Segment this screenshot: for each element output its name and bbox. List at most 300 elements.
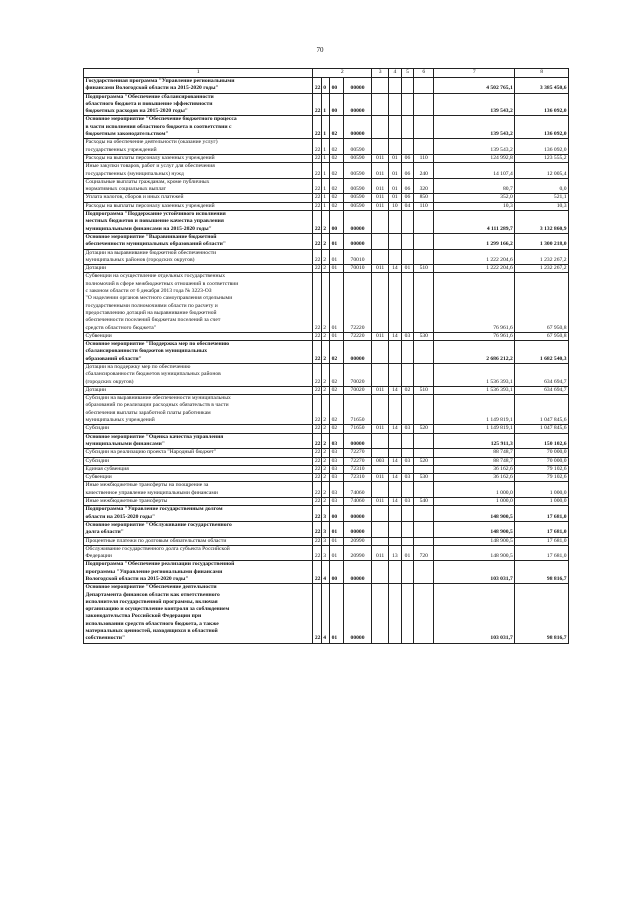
code-cell: 06: [401, 178, 414, 194]
table-row: [84, 178, 569, 194]
code-cell: 22: [313, 433, 321, 449]
code-cell: 01: [401, 265, 414, 273]
table-row: [84, 506, 569, 522]
code-cell: [401, 395, 414, 425]
row-name-cell: Субсидии: [84, 457, 313, 465]
amount-cell: 1 536 393,1: [434, 363, 515, 386]
code-cell: 02: [330, 139, 344, 155]
row-name-cell: Субсидии на реализацию проекта "Народный бюджет": [84, 449, 313, 457]
code-cell: 0: [321, 78, 329, 94]
code-cell: 22: [313, 78, 321, 94]
table-row: [84, 545, 569, 561]
row-name-cell: Субвенции на осуществление отдельных государственных полномочий в сфере межбюджетных отношений в соответствии с законом области от 6 декабря 2013 года № 3223-ОЗ "О наделении органов местного самоуправления отдельными государственными полномочиями области по расчету и предоставлению дотаций на выравнивание бюджетной обеспеченности поселений бюджетам поселений за счет средств областного бюджета": [84, 273, 313, 332]
code-cell: 22: [314, 154, 321, 161]
code-cell: 22: [313, 249, 321, 265]
amount-cell: 1 149 819,1: [434, 425, 515, 433]
amount-cell: 148 900,5: [434, 545, 515, 561]
code-cell: [389, 273, 402, 332]
code-cell: 850: [414, 194, 434, 202]
amount-cell: 1 232 267,2: [515, 249, 569, 265]
code-cell: [414, 449, 434, 457]
code-cell: [401, 506, 414, 522]
table-row: [84, 386, 569, 394]
code-cell: [389, 521, 402, 537]
code-cell: [414, 537, 434, 545]
code-cell: 520: [414, 457, 434, 465]
code-cell: 72310: [343, 465, 371, 473]
code-cell: 03: [401, 498, 414, 506]
code-cell: 22: [314, 425, 321, 432]
amount-cell: 1 000,0: [515, 498, 569, 506]
code-cell: 22: [313, 139, 321, 155]
code-cell: 3: [321, 545, 329, 561]
code-cell: 03: [330, 465, 344, 473]
code-cell: 01: [389, 178, 402, 194]
code-cell: 240: [414, 163, 434, 179]
table-row: [84, 265, 569, 273]
code-cell: 00590: [343, 139, 371, 155]
table-row: [84, 465, 569, 473]
code-cell: [401, 482, 414, 498]
code-cell: 110: [414, 202, 434, 210]
amount-cell: 17 681,0: [515, 545, 569, 561]
amount-cell: 125 911,3: [434, 433, 515, 449]
code-cell: 22: [313, 116, 321, 139]
amount-cell: 148 900,5: [434, 506, 515, 522]
code-cell: 2: [321, 457, 329, 465]
code-cell: 71650: [343, 425, 371, 433]
code-cell: 72220: [343, 332, 371, 340]
amount-cell: 88 748,7: [434, 449, 515, 457]
code-cell: 4: [321, 584, 329, 643]
code-cell: 22: [313, 93, 321, 116]
code-cell: 2: [321, 395, 329, 425]
code-cell: [414, 139, 434, 155]
code-cell: [372, 211, 389, 234]
code-cell: 2: [321, 425, 329, 433]
code-cell: [372, 233, 389, 249]
code-cell: 71650: [343, 395, 371, 425]
table-row: [84, 482, 569, 498]
code-cell: 02: [330, 194, 344, 202]
code-cell: [401, 139, 414, 155]
code-cell: [389, 93, 402, 116]
code-cell: [372, 78, 389, 94]
code-cell: 03: [401, 425, 414, 433]
code-cell: 011: [372, 545, 389, 561]
code-cell: [401, 93, 414, 116]
code-cell: [414, 211, 434, 234]
amount-cell: 88 748,7: [434, 457, 515, 465]
code-cell: 22: [314, 386, 321, 393]
row-name-cell: Государственная программа "Управление региональными финансами Вологодской области на 2015-2020 годы": [84, 78, 313, 94]
table-row: [84, 521, 569, 537]
code-cell: [401, 537, 414, 545]
code-cell: [414, 561, 434, 584]
code-cell: 00000: [343, 341, 371, 364]
amount-cell: 80,7: [434, 178, 515, 194]
amount-cell: 36 162,6: [434, 465, 515, 473]
table-row: [84, 425, 569, 433]
code-cell: [401, 449, 414, 457]
amount-cell: 124 992,8: [434, 154, 515, 162]
code-cell: 00000: [343, 521, 371, 537]
code-cell: 00000: [343, 78, 371, 94]
code-cell: 011: [372, 425, 389, 433]
code-cell: 00590: [343, 154, 371, 162]
code-cell: 00000: [343, 584, 371, 643]
code-cell: [372, 584, 389, 643]
amount-cell: 17 681,0: [515, 506, 569, 522]
code-cell: 00000: [343, 116, 371, 139]
amount-cell: 634 694,7: [515, 363, 569, 386]
code-cell: 20990: [343, 545, 371, 561]
code-cell: [389, 341, 402, 364]
code-cell: [389, 249, 402, 265]
code-cell: 22: [314, 449, 321, 456]
row-name-cell: Субвенции: [84, 474, 313, 482]
amount-cell: 1 000,0: [515, 482, 569, 498]
code-cell: [414, 363, 434, 386]
code-cell: [414, 341, 434, 364]
table-row: [84, 332, 569, 340]
code-cell: 06: [401, 154, 414, 162]
code-cell: 03: [330, 482, 344, 498]
code-cell: 14: [389, 474, 402, 482]
table-row: [84, 341, 569, 364]
code-cell: 03: [330, 474, 344, 482]
code-cell: [401, 521, 414, 537]
code-cell: 02: [330, 178, 344, 194]
code-cell: 14: [389, 457, 402, 465]
code-cell: [372, 449, 389, 457]
code-cell: 03: [330, 449, 344, 457]
code-cell: 14: [389, 425, 402, 433]
budget-table: [83, 68, 569, 644]
amount-cell: 139 543,2: [434, 139, 515, 155]
code-cell: 00590: [343, 163, 371, 179]
amount-cell: 123 555,2: [515, 154, 569, 162]
code-cell: 02: [330, 395, 344, 425]
row-name-cell: Расходы на выплаты персоналу казенных учреждений: [84, 202, 313, 210]
code-cell: 22: [314, 457, 321, 464]
code-cell: 02: [330, 425, 344, 433]
header-cell: 8: [515, 69, 569, 78]
amount-cell: 70 000,0: [515, 457, 569, 465]
amount-cell: 67 950,8: [515, 332, 569, 340]
code-cell: 03: [401, 474, 414, 482]
code-cell: [401, 211, 414, 234]
table-row: [84, 584, 569, 643]
amount-cell: 150 102,6: [515, 433, 569, 449]
code-cell: 2: [321, 332, 329, 340]
code-cell: [389, 482, 402, 498]
code-cell: 22: [314, 194, 321, 201]
code-cell: 00000: [343, 93, 371, 116]
amount-cell: 1 300 218,0: [515, 233, 569, 249]
code-cell: 1: [321, 194, 329, 202]
code-cell: [372, 139, 389, 155]
code-cell: 70020: [343, 363, 371, 386]
code-cell: [401, 78, 414, 94]
code-cell: 02: [330, 386, 344, 394]
code-cell: 14: [389, 386, 402, 394]
code-cell: 011: [372, 178, 389, 194]
code-cell: 22: [313, 178, 321, 194]
code-cell: 22: [313, 395, 321, 425]
code-cell: 530: [414, 474, 434, 482]
row-name-cell: Иные межбюджетные трансферты: [84, 498, 313, 506]
code-cell: 1: [321, 202, 329, 210]
code-cell: 22: [313, 521, 321, 537]
code-cell: [389, 449, 402, 457]
table-row: [84, 154, 569, 162]
amount-cell: 1 149 819,1: [434, 395, 515, 425]
code-cell: 3: [321, 521, 329, 537]
amount-cell: 136 092,0: [515, 139, 569, 155]
amount-cell: 70 000,0: [515, 449, 569, 457]
code-cell: 00000: [343, 211, 371, 234]
code-cell: [414, 93, 434, 116]
amount-cell: 98 816,7: [515, 584, 569, 643]
row-name-cell: Уплата налогов, сборов и иных платежей: [84, 194, 313, 202]
header-cell: 5: [401, 69, 414, 78]
code-cell: [401, 233, 414, 249]
amount-cell: 1 047 845,6: [515, 395, 569, 425]
code-cell: 03: [401, 332, 414, 340]
amount-cell: 634 694,7: [515, 386, 569, 394]
amount-cell: 10,3: [515, 202, 569, 210]
code-cell: [389, 78, 402, 94]
table-row: [84, 537, 569, 545]
row-name-cell: Дотации: [84, 265, 313, 273]
code-cell: 011: [372, 265, 389, 273]
amount-cell: 76 961,6: [434, 332, 515, 340]
amount-cell: 136 092,0: [515, 93, 569, 116]
code-cell: [414, 233, 434, 249]
amount-cell: 12 005,4: [515, 163, 569, 179]
code-cell: [389, 363, 402, 386]
code-cell: [389, 584, 402, 643]
table-row: [84, 139, 569, 155]
amount-cell: 136 092,0: [515, 116, 569, 139]
code-cell: [372, 249, 389, 265]
code-cell: 01: [330, 521, 344, 537]
code-cell: 20990: [343, 537, 371, 545]
code-cell: 2: [321, 249, 329, 265]
amount-cell: 1 682 540,3: [515, 341, 569, 364]
code-cell: 00: [330, 78, 344, 94]
row-name-cell: Субсидии на выравнивание обеспеченности муниципальных образований по реализации расходных обязательств в части обеспечения выплаты заработной платы работникам муниципальных учреждений: [84, 395, 313, 425]
code-cell: [389, 395, 402, 425]
code-cell: 320: [414, 178, 434, 194]
amount-cell: 1 299 166,2: [434, 233, 515, 249]
row-name-cell: Расходы на обеспечение деятельности (оказание услуг) государственных учреждений: [84, 139, 313, 155]
table-header-row: [84, 69, 569, 78]
amount-cell: 98 816,7: [515, 561, 569, 584]
table-row: [84, 474, 569, 482]
code-cell: 2: [321, 386, 329, 394]
code-cell: 2: [321, 211, 329, 234]
row-name-cell: Процентные платежи по долговым обязательствам области: [84, 537, 313, 545]
code-cell: [372, 363, 389, 386]
code-cell: 01: [330, 249, 344, 265]
code-cell: 2: [321, 498, 329, 506]
code-cell: 70010: [343, 249, 371, 265]
code-cell: [372, 537, 389, 545]
header-cell: 6: [414, 69, 434, 78]
row-name-cell: Дотации: [84, 386, 313, 394]
code-cell: 02: [330, 341, 344, 364]
table-row: [84, 395, 569, 425]
code-cell: [389, 211, 402, 234]
code-cell: 2: [321, 233, 329, 249]
amount-cell: 36 162,6: [434, 474, 515, 482]
table-row: [84, 116, 569, 139]
table-row: [84, 163, 569, 179]
code-cell: [372, 273, 389, 332]
code-cell: 011: [372, 163, 389, 179]
amount-cell: 17 681,0: [515, 537, 569, 545]
row-name-cell: Социальные выплаты гражданам, кроме публичных нормативных социальных выплат: [84, 178, 313, 194]
code-cell: 22: [314, 498, 321, 505]
code-cell: 011: [372, 474, 389, 482]
amount-cell: 79 102,6: [515, 474, 569, 482]
code-cell: 01: [389, 163, 402, 179]
amount-cell: 139 543,2: [434, 116, 515, 139]
code-cell: 00: [330, 93, 344, 116]
code-cell: 72270: [343, 457, 371, 465]
code-cell: [414, 78, 434, 94]
code-cell: 22: [313, 584, 321, 643]
code-cell: 3: [321, 537, 329, 545]
row-name-cell: Подпрограмма "Обеспечение реализации государственной программы "Управление региональными финансами Вологодской области на 2015-2020 годы": [84, 561, 313, 584]
code-cell: 03: [401, 457, 414, 465]
code-cell: [414, 465, 434, 473]
row-name-cell: Подпрограмма "Обеспечение сбалансированности областного бюджета и повышение эффективности бюджетных расходов на 2015-2020 годы": [84, 93, 313, 116]
row-name-cell: Субвенции: [84, 332, 313, 340]
amount-cell: 521,1: [515, 194, 569, 202]
code-cell: 2: [321, 363, 329, 386]
code-cell: 72220: [343, 273, 371, 332]
code-cell: 72270: [343, 449, 371, 457]
code-cell: [372, 433, 389, 449]
amount-cell: 2 686 212,2: [434, 341, 515, 364]
code-cell: [414, 249, 434, 265]
code-cell: 06: [401, 194, 414, 202]
code-cell: [414, 433, 434, 449]
table-row: [84, 449, 569, 457]
code-cell: 22: [313, 341, 321, 364]
table-row: [84, 498, 569, 506]
amount-cell: 76 961,6: [434, 273, 515, 332]
code-cell: 011: [372, 202, 389, 210]
header-cell: 1: [84, 69, 313, 78]
code-cell: 01: [330, 265, 344, 273]
code-cell: [372, 561, 389, 584]
amount-cell: 17 681,0: [515, 521, 569, 537]
code-cell: 2: [321, 433, 329, 449]
code-cell: 22: [313, 363, 321, 386]
amount-cell: 0,0: [515, 178, 569, 194]
amount-cell: 1 222 204,6: [434, 249, 515, 265]
code-cell: [372, 465, 389, 473]
code-cell: 1: [321, 139, 329, 155]
row-name-cell: Иные закупки товаров, работ и услуг для обеспечения государственных (муниципальных) нужд: [84, 163, 313, 179]
amount-cell: 103 031,7: [434, 584, 515, 643]
row-name-cell: Основное мероприятие "Выравнивание бюджетной обеспеченности муниципальных образований области": [84, 233, 313, 249]
code-cell: 13: [389, 545, 402, 561]
code-cell: 1: [321, 93, 329, 116]
code-cell: 110: [414, 154, 434, 162]
code-cell: 720: [414, 545, 434, 561]
code-cell: [401, 249, 414, 265]
amount-cell: 352,0: [434, 194, 515, 202]
code-cell: 02: [330, 363, 344, 386]
row-name-cell: Единая субвенция: [84, 465, 313, 473]
code-cell: [401, 363, 414, 386]
code-cell: 2: [321, 449, 329, 457]
code-cell: 74060: [343, 482, 371, 498]
code-cell: 74060: [343, 498, 371, 506]
code-cell: 02: [330, 202, 344, 210]
table-row: [84, 561, 569, 584]
code-cell: 03: [330, 498, 344, 506]
code-cell: 00: [330, 506, 344, 522]
code-cell: 2: [321, 273, 329, 332]
amount-cell: 4 111 289,7: [434, 211, 515, 234]
code-cell: 22: [314, 332, 321, 339]
code-cell: 14: [389, 498, 402, 506]
row-name-cell: Расходы на выплаты персоналу казенных учреждений: [84, 154, 313, 162]
code-cell: [414, 584, 434, 643]
code-cell: 70020: [343, 386, 371, 394]
code-cell: 011: [372, 194, 389, 202]
code-cell: [414, 521, 434, 537]
code-cell: 03: [330, 433, 344, 449]
amount-cell: 1 000,0: [434, 498, 515, 506]
code-cell: 14: [389, 332, 402, 340]
code-cell: 02: [330, 116, 344, 139]
code-cell: 00000: [343, 506, 371, 522]
amount-cell: 103 031,7: [434, 561, 515, 584]
amount-cell: 1 000,0: [434, 482, 515, 498]
code-cell: 00000: [343, 433, 371, 449]
code-cell: 22: [314, 537, 321, 544]
code-cell: [389, 233, 402, 249]
code-cell: 011: [372, 154, 389, 162]
amount-cell: 67 950,8: [515, 273, 569, 332]
amount-cell: 3 132 860,9: [515, 211, 569, 234]
code-cell: [389, 537, 402, 545]
code-cell: [372, 521, 389, 537]
code-cell: 02: [401, 386, 414, 394]
code-cell: 2: [321, 465, 329, 473]
amount-cell: 148 900,5: [434, 537, 515, 545]
code-cell: [401, 584, 414, 643]
code-cell: 22: [313, 482, 321, 498]
table-row: [84, 233, 569, 249]
code-cell: 01: [330, 332, 344, 340]
page-number: 70: [316, 46, 324, 54]
code-cell: 011: [372, 332, 389, 340]
code-cell: [414, 116, 434, 139]
code-cell: [389, 433, 402, 449]
code-cell: [372, 395, 389, 425]
code-cell: 02: [330, 154, 344, 162]
code-cell: 00590: [343, 178, 371, 194]
code-cell: [389, 561, 402, 584]
